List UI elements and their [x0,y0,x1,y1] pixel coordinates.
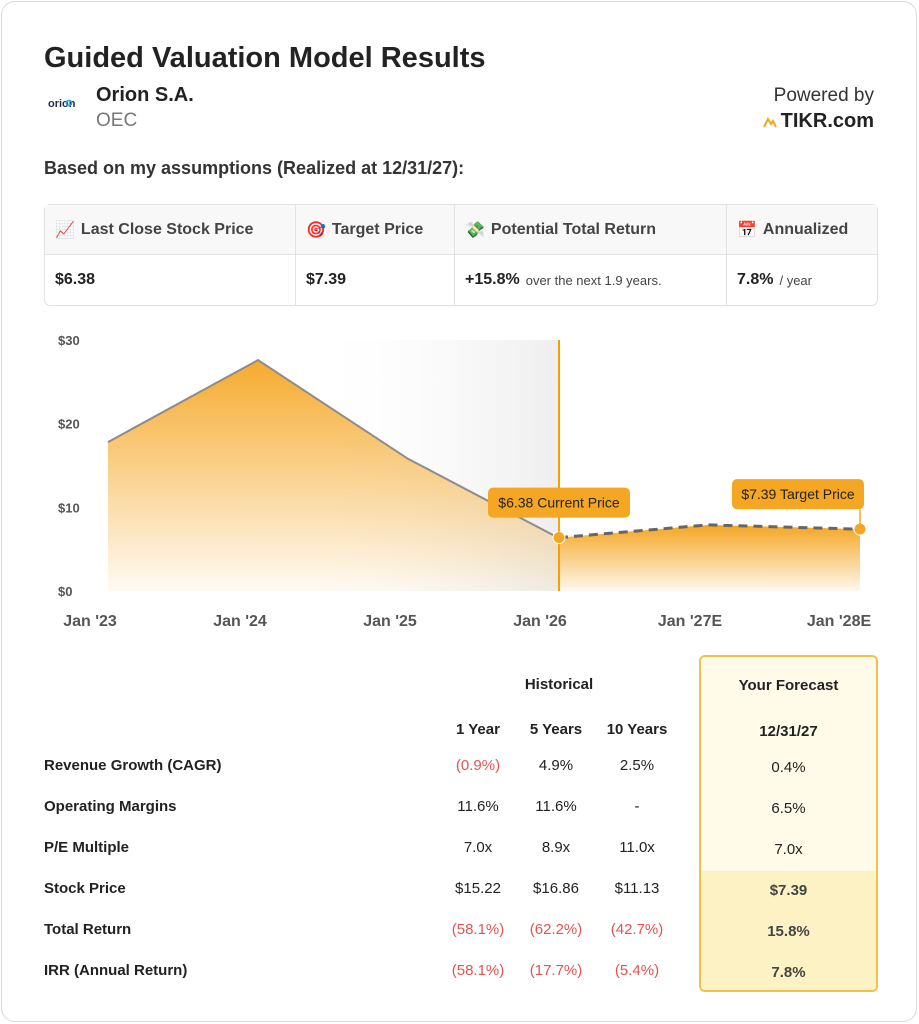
callout-label: $7.39 Target Price [741,486,855,503]
x-axis-ticks [63,613,871,630]
summary-note: over the next 1.9 years. [525,272,662,288]
callout-label: $6.38 Current Price [498,494,620,511]
summary-table [44,204,878,306]
row-label: Total Return [44,921,132,938]
page-title: Guided Valuation Model Results [44,42,486,74]
x-tick-label: Jan '23 [63,613,117,630]
x-tick-label: Jan '26 [513,613,567,630]
summary-target-price [296,205,455,305]
comparison-table [2,652,919,1002]
powered-by-label: Powered by [773,85,874,106]
table-cell: $11.13 [614,880,660,897]
forecast-cell: 15.8% [767,923,810,940]
calendar-icon: 📅 [737,220,757,239]
target-icon: 🎯 [306,220,326,239]
table-cell: 8.9x [541,839,571,856]
tikr-logo-icon [763,116,777,128]
table-cell: 2.5% [619,757,655,774]
summary-label: Last Close Stock Price [80,220,254,238]
valuation-card [1,1,917,1022]
summary-label: Potential Total Return [490,220,656,238]
x-tick-label: Jan '27E [657,613,723,630]
company-name: Orion S.A. [96,84,194,106]
chart-up-icon: 📈 [55,220,75,239]
table-cell: (17.7%) [529,962,583,979]
row-label: Revenue Growth (CAGR) [44,757,222,774]
table-cell: (42.7%) [610,921,664,938]
summary-total-return [455,205,727,305]
tikr-brand-link[interactable] [763,110,874,133]
y-tick-label: $20 [58,416,80,432]
summary-last-close [45,205,296,305]
assumptions-label: Based on my assumptions (Realized at 12/31/27): [44,158,465,178]
table-cell: 11.0x [619,839,655,856]
summary-label: Annualized [762,220,849,238]
forecast-cell: $7.39 [769,882,808,899]
col-header-1-year: 1 Year [456,721,500,738]
summary-annualized [727,205,877,305]
summary-label: Target Price [331,220,424,238]
col-header-5-years: 5 Years [529,721,583,738]
table-cell: (62.2%) [529,921,583,938]
table-cell: $16.86 [533,880,579,897]
col-header-10-years: 10 Years [606,721,668,738]
svg-text:orion: orion [48,98,76,110]
summary-value: 7.8% [737,271,774,288]
x-tick-label: Jan '28E [806,613,872,630]
table-cell: (58.1%) [451,962,505,979]
price-chart [2,322,919,642]
target-price-marker [854,523,866,535]
table-cell: (58.1%) [451,921,505,938]
row-label: P/E Multiple [44,839,130,856]
table-cell: 4.9% [538,757,574,774]
x-tick-label: Jan '24 [213,613,267,630]
row-label: Stock Price [44,880,126,897]
target-price-callout [732,479,864,524]
forecast-date: 12/31/27 [759,723,818,740]
forecast-header: Your Forecast [738,677,839,694]
y-tick-label: $30 [58,333,80,348]
table-cell: $15.22 [455,880,501,897]
current-price-marker [553,532,565,544]
table-cell: 7.0x [463,839,493,856]
forecast-cell: 6.5% [771,800,806,817]
x-tick-label: Jan '25 [363,613,417,630]
table-cell: 11.6% [457,798,499,815]
y-tick-label: $10 [58,500,80,516]
table-cell: (5.4%) [614,962,660,979]
y-axis-ticks [58,333,80,599]
forecast-cell: 7.8% [771,964,806,981]
y-tick-label: $0 [58,584,73,599]
table-cell: 11.6% [535,798,577,815]
money-wings-icon: 💸 [465,220,485,239]
historical-header: Historical [524,676,594,693]
forecast-cell: 0.4% [771,759,806,776]
summary-note: / year [779,272,812,288]
row-label: IRR (Annual Return) [44,962,188,979]
row-label: Operating Margins [44,798,177,815]
summary-value: $6.38 [55,271,96,288]
forecast-column [699,655,878,992]
company-logo [48,95,84,111]
summary-value: $7.39 [306,271,347,288]
table-cell: (0.9%) [455,757,501,774]
tikr-brand-text: TIKR.com [780,110,874,132]
summary-value: +15.8% [465,271,520,288]
forecast-cell: 7.0x [774,841,803,858]
company-ticker: OEC [96,110,138,131]
table-cell: - [634,798,640,815]
